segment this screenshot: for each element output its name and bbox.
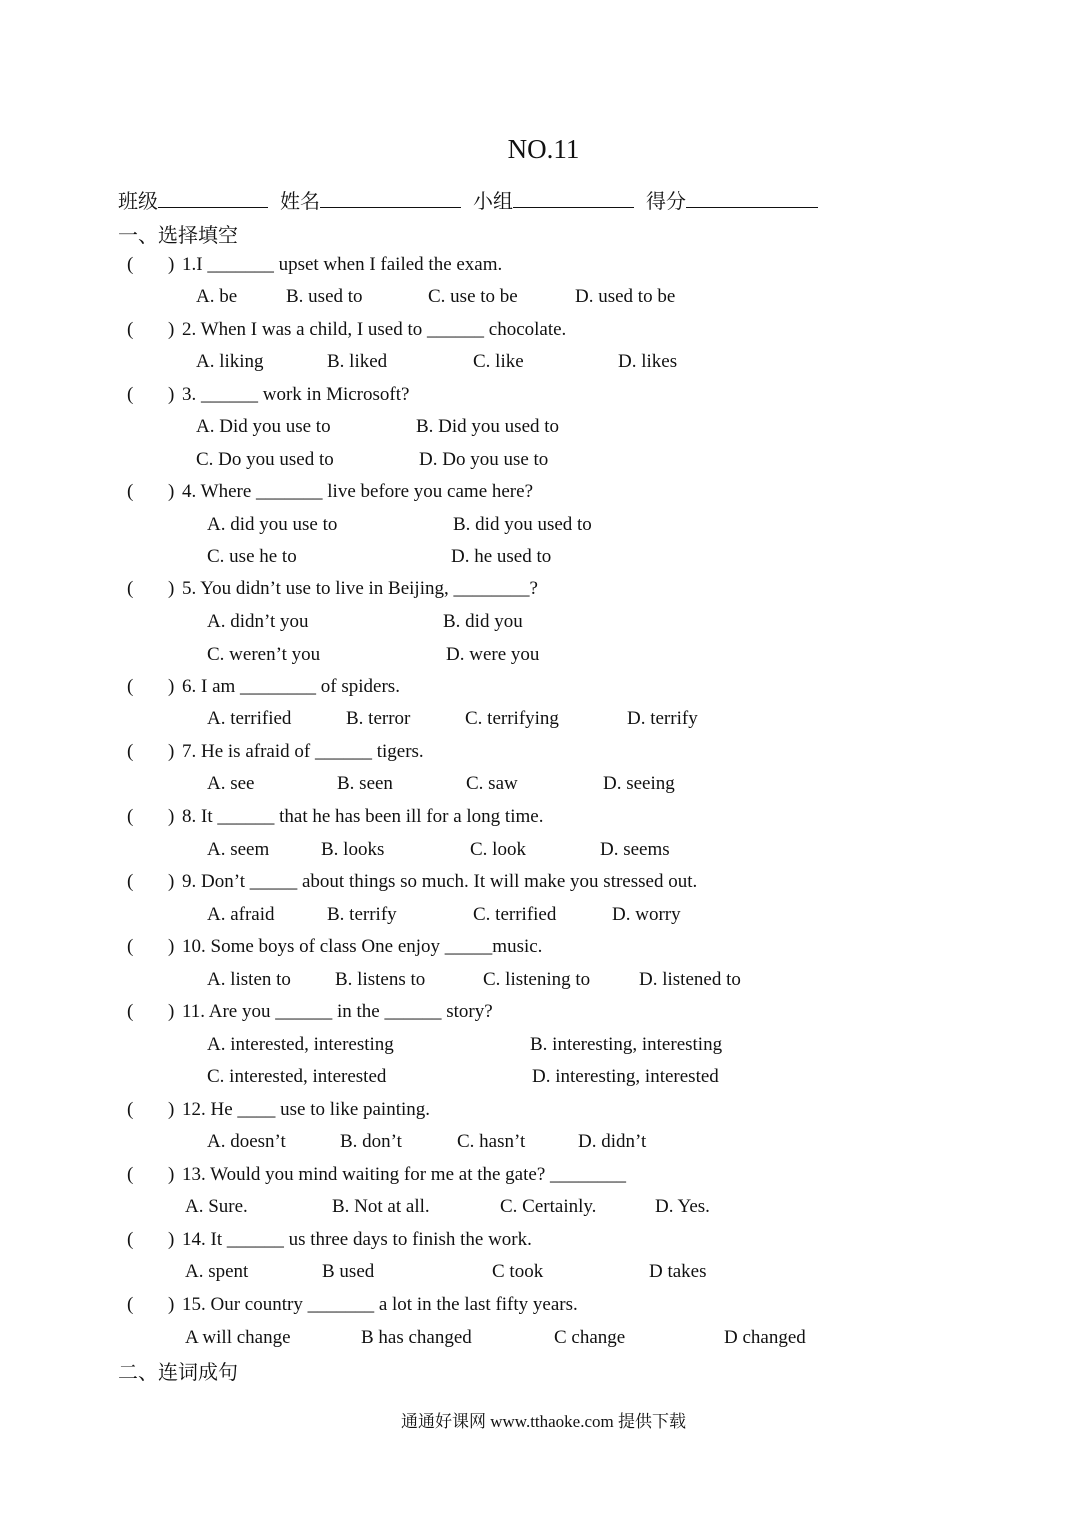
answer-paren-close: ): [168, 578, 175, 599]
question-6-option-b: B. terror: [346, 708, 411, 729]
question-7-stem: 7. He is afraid of ______ tigers.: [182, 741, 424, 762]
question-14-option-a: A. spent: [185, 1261, 249, 1282]
answer-paren-close: ): [168, 1294, 175, 1315]
question-1-stem: 1.I _______ upset when I failed the exam.: [182, 254, 503, 275]
question-13-option-d: D. Yes.: [655, 1196, 710, 1217]
question-9-stem: 9. Don’t _____ about things so much. It will make you stressed out.: [182, 871, 698, 892]
question-6-option-d: D. terrify: [627, 708, 698, 729]
question-8-stem: 8. It ______ that he has been ill for a long time.: [182, 806, 544, 827]
question-15-option-d: D changed: [724, 1327, 806, 1348]
question-3-option-d: D. Do you use to: [419, 449, 549, 470]
question-13-option-a: A. Sure.: [185, 1196, 248, 1217]
question-5-option-a: A. didn’t you: [207, 611, 309, 632]
answer-paren-open: (: [127, 936, 134, 957]
answer-paren-open: (: [127, 1294, 134, 1315]
answer-paren-close: ): [168, 741, 175, 762]
question-11-option-d: D. interesting, interested: [532, 1066, 719, 1087]
answer-paren-close: ): [168, 384, 175, 405]
answer-paren-open: (: [127, 578, 134, 599]
answer-paren-close: ): [168, 676, 175, 697]
question-3-option-a: A. Did you use to: [196, 416, 331, 437]
question-4-stem: 4. Where _______ live before you came here?: [182, 481, 533, 502]
question-14-option-d: D takes: [649, 1261, 707, 1282]
name-label: 姓名: [280, 191, 320, 213]
question-8-option-a: A. seem: [207, 839, 270, 860]
question-12-option-b: B. don’t: [340, 1131, 402, 1152]
question-13-option-b: B. Not at all.: [332, 1196, 430, 1217]
group-blank: [513, 183, 634, 208]
question-5-option-d: D. were you: [446, 644, 540, 665]
score-blank: [686, 183, 818, 208]
question-14-option-c: C took: [492, 1261, 544, 1282]
section-heading-sentence: 二、连词成句: [118, 1362, 238, 1384]
question-14-stem: 14. It ______ us three days to finish the work.: [182, 1229, 532, 1250]
question-5-option-c: C. weren’t you: [207, 644, 321, 665]
answer-paren-close: ): [168, 1229, 175, 1250]
question-11-option-a: A. interested, interesting: [207, 1034, 394, 1055]
question-3-option-b: B. Did you used to: [416, 416, 560, 437]
question-1-option-b: B. used to: [286, 286, 363, 307]
page-title: NO.11: [507, 134, 580, 164]
question-1-option-d: D. used to be: [575, 286, 676, 307]
answer-paren-open: (: [127, 1001, 134, 1022]
question-10-option-a: A. listen to: [207, 969, 291, 990]
question-6-option-c: C. terrifying: [465, 708, 559, 729]
question-9-option-c: C. terrified: [473, 904, 557, 925]
answer-paren-open: (: [127, 319, 134, 340]
question-15-option-a: A will change: [185, 1327, 291, 1348]
question-2-option-c: C. like: [473, 351, 524, 372]
question-11-stem: 11. Are you ______ in the ______ story?: [182, 1001, 493, 1022]
question-10-option-d: D. listened to: [639, 969, 741, 990]
question-12-option-a: A. doesn’t: [207, 1131, 286, 1152]
score-label: 得分: [646, 191, 686, 213]
question-8-option-c: C. look: [470, 839, 526, 860]
question-8-option-d: D. seems: [600, 839, 670, 860]
question-6-stem: 6. I am ________ of spiders.: [182, 676, 400, 697]
question-15-option-c: C change: [554, 1327, 626, 1348]
question-5-stem: 5. You didn’t use to live in Beijing, ________?: [182, 578, 538, 599]
answer-paren-close: ): [168, 254, 175, 275]
question-12-stem: 12. He ____ use to like painting.: [182, 1099, 431, 1120]
answer-paren-close: ): [168, 806, 175, 827]
answer-paren-close: ): [168, 481, 175, 502]
class-blank: [158, 183, 268, 208]
question-7-option-b: B. seen: [337, 773, 393, 794]
question-3-stem: 3. ______ work in Microsoft?: [182, 384, 410, 405]
name-blank: [320, 183, 461, 208]
question-4-option-d: D. he used to: [451, 546, 552, 567]
question-15-stem: 15. Our country _______ a lot in the last fifty years.: [182, 1294, 578, 1315]
answer-paren-open: (: [127, 254, 134, 275]
question-1-option-a: A. be: [196, 286, 238, 307]
question-1-option-c: C. use to be: [428, 286, 518, 307]
answer-paren-close: ): [168, 936, 175, 957]
question-6-option-a: A. terrified: [207, 708, 292, 729]
question-7-option-c: C. saw: [466, 773, 518, 794]
question-15-option-b: B has changed: [361, 1327, 472, 1348]
question-7-option-d: D. seeing: [603, 773, 675, 794]
question-10-option-b: B. listens to: [335, 969, 426, 990]
question-2-option-a: A. liking: [196, 351, 264, 372]
question-5-option-b: B. did you: [443, 611, 523, 632]
question-13-option-c: C. Certainly.: [500, 1196, 597, 1217]
answer-paren-open: (: [127, 1099, 134, 1120]
question-8-option-b: B. looks: [321, 839, 385, 860]
question-4-option-b: B. did you used to: [453, 514, 592, 535]
question-9-option-b: B. terrify: [327, 904, 397, 925]
question-2-option-b: B. liked: [327, 351, 388, 372]
question-14-option-b: B used: [322, 1261, 375, 1282]
answer-paren-open: (: [127, 481, 134, 502]
question-4-option-c: C. use he to: [207, 546, 297, 567]
question-3-option-c: C. Do you used to: [196, 449, 334, 470]
answer-paren-open: (: [127, 384, 134, 405]
section-heading-choice: 一、选择填空: [118, 225, 238, 247]
answer-paren-open: (: [127, 741, 134, 762]
question-10-stem: 10. Some boys of class One enjoy _____music.: [182, 936, 543, 957]
question-9-option-d: D. worry: [612, 904, 681, 925]
answer-paren-open: (: [127, 1164, 134, 1185]
question-7-option-a: A. see: [207, 773, 255, 794]
question-2-option-d: D. likes: [618, 351, 678, 372]
answer-paren-open: (: [127, 676, 134, 697]
answer-paren-close: ): [168, 1099, 175, 1120]
group-label: 小组: [473, 191, 513, 213]
answer-paren-open: (: [127, 871, 134, 892]
question-12-option-d: D. didn’t: [578, 1131, 647, 1152]
answer-paren-open: (: [127, 1229, 134, 1250]
class-label: 班级: [118, 191, 158, 213]
answer-paren-close: ): [168, 319, 175, 340]
question-4-option-a: A. did you use to: [207, 514, 338, 535]
question-11-option-c: C. interested, interested: [207, 1066, 387, 1087]
answer-paren-close: ): [168, 871, 175, 892]
answer-paren-close: ): [168, 1001, 175, 1022]
question-10-option-c: C. listening to: [483, 969, 591, 990]
student-info-row: [118, 183, 818, 220]
question-12-option-c: C. hasn’t: [457, 1131, 526, 1152]
question-11-option-b: B. interesting, interesting: [530, 1034, 723, 1055]
answer-paren-close: ): [168, 1164, 175, 1185]
answer-paren-open: (: [127, 806, 134, 827]
question-2-stem: 2. When I was a child, I used to ______ chocolate.: [182, 319, 567, 340]
question-13-stem: 13. Would you mind waiting for me at the gate? ________: [182, 1164, 627, 1185]
footer-credit: 通通好课网 www.tthaoke.com 提供下载: [400, 1412, 687, 1431]
question-9-option-a: A. afraid: [207, 904, 275, 925]
